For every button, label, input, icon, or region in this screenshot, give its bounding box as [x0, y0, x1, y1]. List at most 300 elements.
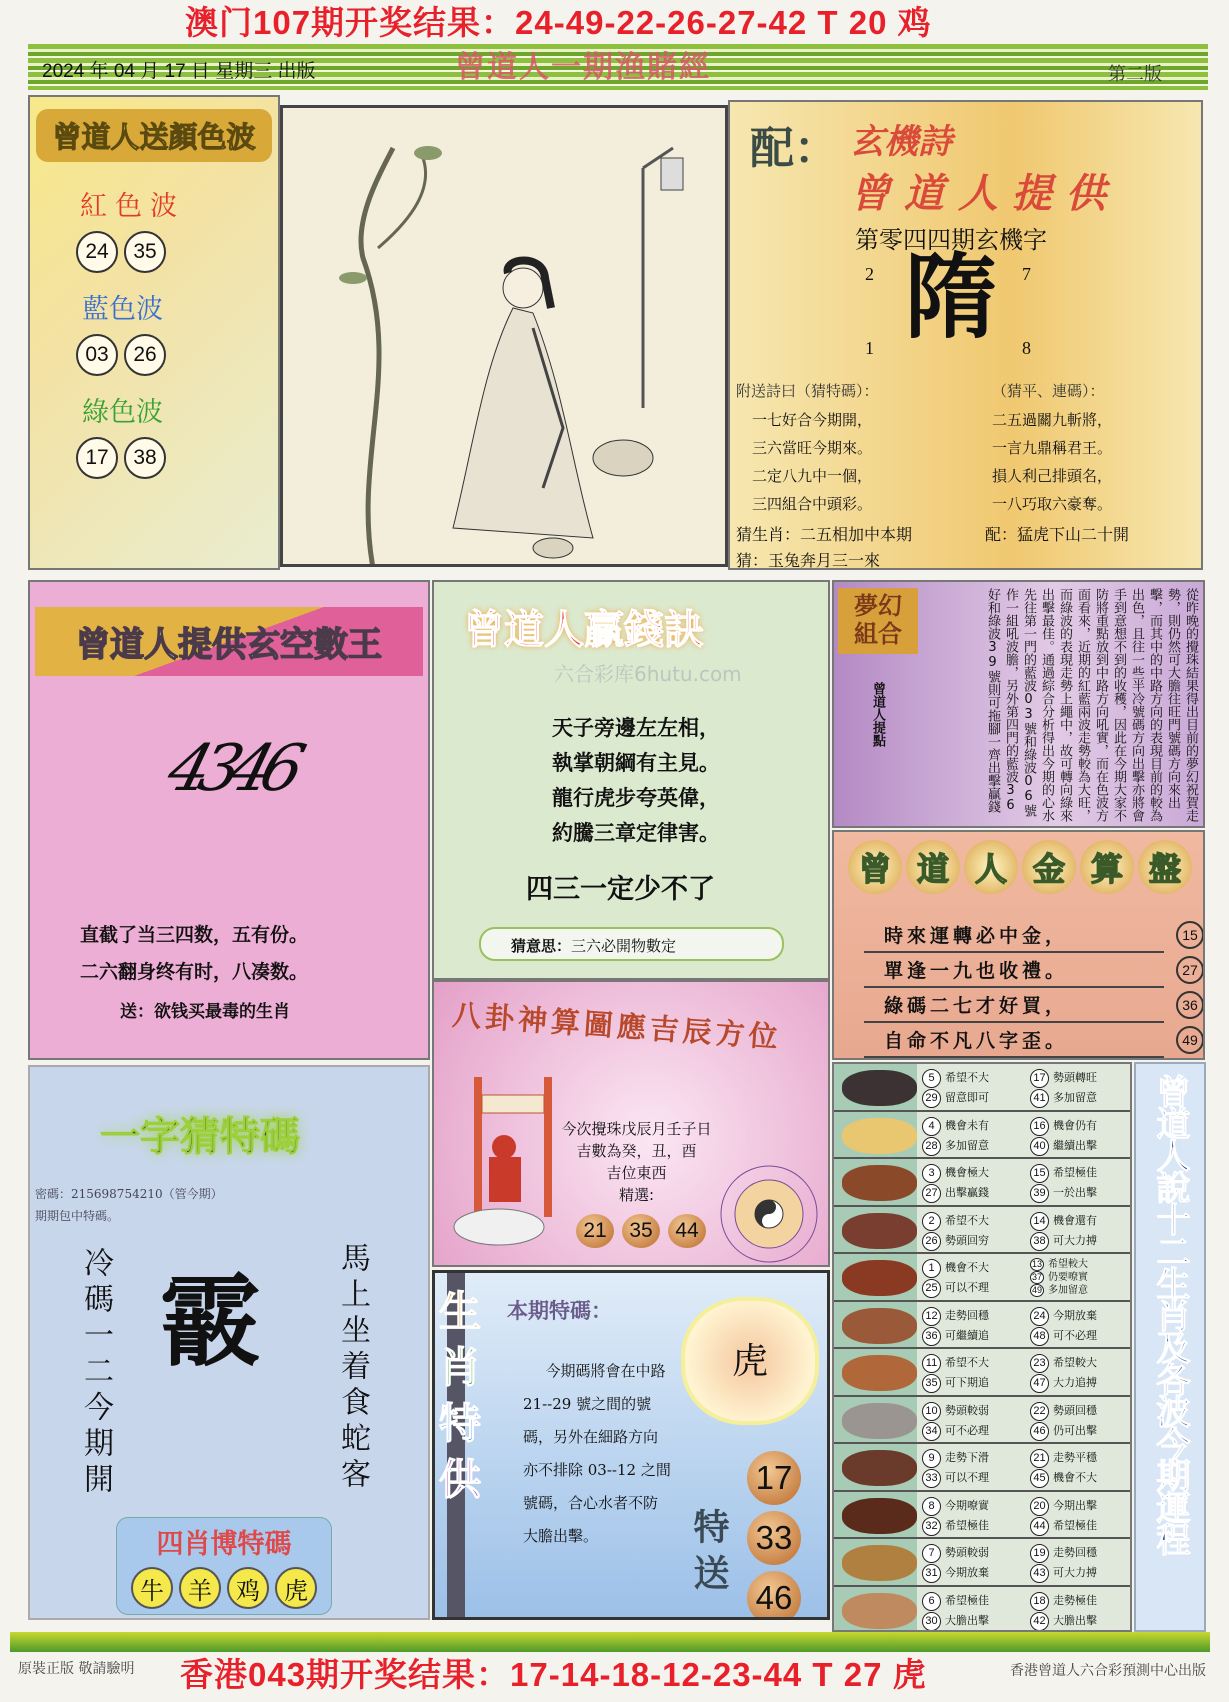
zodiac-line — [922, 1373, 989, 1393]
zodiac-number: 9 — [922, 1449, 941, 1468]
zodiac-right-cell — [1030, 1211, 1097, 1251]
guess-zodiac: 猜生肖：二五相加中本期 — [736, 525, 913, 544]
four-zodiac-ball: 鸡 — [227, 1567, 269, 1609]
zodiac-note: 大力追搏 — [1053, 1376, 1097, 1389]
zodiac-line — [922, 1496, 989, 1516]
one-char-title: 一字猜特碼 — [100, 1114, 300, 1160]
zodiac-line — [1030, 1448, 1097, 1468]
zodiac-number: 31 — [922, 1564, 941, 1583]
zodiac-note: 機會未有 — [945, 1118, 989, 1132]
zodiac-note: 希望極佳 — [1053, 1518, 1097, 1532]
zodiac-number: 39 — [1030, 1184, 1049, 1203]
zodiac-right-cell — [1030, 1496, 1097, 1536]
abacus-number: 36 — [1176, 991, 1204, 1019]
zodiac-line — [1030, 1116, 1097, 1136]
zodiac-line — [1030, 1543, 1097, 1563]
xuankong-title: 曾道人提供玄空數王 — [35, 607, 423, 676]
zodiac-number: 29 — [922, 1089, 941, 1108]
zodiac-number: 46 — [1030, 1422, 1049, 1441]
zodiac-note: 走勢下滑 — [945, 1451, 989, 1464]
zodiac-number: 18 — [1030, 1592, 1049, 1611]
genuine-note: 原裝正版 敬請驗明 — [18, 1661, 135, 1677]
bagua-pick: 21 — [576, 1214, 614, 1248]
zodiac-line — [1030, 1068, 1097, 1088]
zodiac-note: 走勢回穩 — [1053, 1546, 1097, 1559]
zodiac-line — [1030, 1306, 1097, 1326]
zodiac-number: 42 — [1030, 1612, 1049, 1631]
corner-tr: 7 — [1022, 264, 1031, 284]
zodiac-note: 希望較大 — [1053, 1356, 1097, 1369]
dog-image — [842, 1545, 917, 1581]
zodiac-note: 可不必理 — [945, 1423, 989, 1437]
zodiac-special-panel — [432, 1270, 830, 1620]
hk-result: 香港043期开奖结果：17-14-18-12-23-44 T 27 虎 — [180, 1656, 927, 1693]
zodiac-note: 走勢回穩 — [945, 1308, 989, 1322]
zodiac-line — [1030, 1496, 1097, 1516]
zodiac-note: 勢頭回穷 — [945, 1233, 989, 1247]
zodiac-line — [1030, 1611, 1097, 1631]
zodiac-number: 3 — [922, 1164, 941, 1183]
bagua-line: 吉數為癸，丑，酉 — [576, 1142, 697, 1160]
zodiac-number: 16 — [1030, 1117, 1049, 1136]
zodiac-right-cell — [1030, 1448, 1097, 1488]
zodiac-line — [922, 1163, 989, 1183]
zodiac-note: 機會還有 — [1053, 1213, 1097, 1227]
zodiac-number: 5 — [922, 1069, 941, 1088]
zodiac-line — [922, 1211, 989, 1231]
zodiac-number: 28 — [922, 1137, 941, 1156]
win-money-line: 天子旁邊左左相， — [552, 715, 720, 740]
goat-image — [842, 1403, 917, 1439]
zodiac-note: 出擊贏錢 — [945, 1186, 989, 1199]
secret-code: 密碼：215698754210（管今期） — [35, 1187, 223, 1201]
zodiac-line — [1030, 1211, 1097, 1231]
zodiac-right-cell — [1030, 1068, 1097, 1108]
zodiac-row — [834, 1302, 1132, 1350]
abacus-verse: 自命不凡八字歪。 — [884, 1030, 1069, 1052]
abacus-title-char: 算 — [1080, 840, 1134, 894]
zodiac-line — [922, 1563, 989, 1583]
snake-image — [842, 1308, 917, 1344]
side-title-char: 生 — [439, 1287, 482, 1336]
zodiac-number: 32 — [922, 1517, 941, 1536]
zodiac-right-cell — [1030, 1116, 1097, 1156]
zodiac-row — [834, 1159, 1132, 1207]
zodiac-note: 可以不理 — [945, 1471, 989, 1484]
win-money-highlight: 四三一定少不了 — [526, 874, 715, 905]
xuanji-char: 隋 — [905, 244, 998, 351]
zodiac-line — [922, 1088, 989, 1108]
lady-illustration — [283, 108, 728, 567]
zodiac-row — [834, 1492, 1132, 1540]
abacus-number: 15 — [1176, 921, 1204, 949]
zodiac-line — [922, 1278, 989, 1298]
zodiac-row — [834, 1064, 1132, 1112]
zodiac-note: 大膽出擊 — [1053, 1613, 1097, 1627]
right-poem-head: （猜平、連碼）： — [992, 382, 1105, 400]
zodiac-number: 30 — [922, 1612, 941, 1631]
special-number: 17 — [747, 1451, 801, 1505]
dragon-image — [842, 1260, 917, 1296]
zodiac-note: 希望極佳 — [1053, 1166, 1097, 1179]
watermark: 六合彩库6hutu.com — [554, 662, 742, 686]
zodiac-number: 48 — [1030, 1327, 1049, 1346]
zodiac-number: 34 — [922, 1422, 941, 1441]
zodiac-number: 8 — [922, 1497, 941, 1516]
zodiac-note: 多加留意 — [1053, 1091, 1097, 1104]
four-zodiac-title: 四肖博特碼 — [156, 1529, 292, 1560]
zodiac-right-cell — [1030, 1543, 1097, 1583]
zodiac-row — [834, 1349, 1132, 1397]
send-label: 特送 — [688, 1508, 729, 1600]
four-zodiac-ball: 虎 — [275, 1567, 317, 1609]
hint-box — [479, 927, 784, 961]
zodiac-note: 機會極大 — [945, 1166, 989, 1179]
zodiac-line — [1030, 1258, 1088, 1271]
zodiac-line — [1030, 1591, 1097, 1611]
publisher: 香港曾道人六合彩預測中心出版 — [1010, 1663, 1206, 1679]
zodiac-side-title: 曾道人說十二生肖及各波今期運程 — [1150, 1074, 1190, 1554]
color-wave-panel — [28, 95, 280, 570]
abacus-number: 49 — [1176, 1026, 1204, 1054]
bagua-panel — [432, 980, 830, 1267]
zodiac-note: 可不必理 — [1053, 1328, 1097, 1342]
rat-image — [842, 1070, 917, 1106]
rooster-image — [842, 1498, 917, 1534]
zodiac-note: 走勢極佳 — [1053, 1593, 1097, 1607]
zodiac-note: 仍要嘹實 — [1048, 1272, 1088, 1283]
zodiac-note: 繼續出擊 — [1053, 1138, 1097, 1152]
zodiac-line — [922, 1258, 989, 1278]
special-number: 46 — [747, 1571, 801, 1620]
zodiac-line — [1030, 1468, 1097, 1488]
xuanji-title: 玄機詩 — [850, 122, 952, 162]
hint-text: 三六必開物數定 — [571, 937, 677, 955]
flower-badge — [685, 1301, 815, 1421]
zodiac-line — [1030, 1284, 1088, 1297]
zodiac-number: 13 — [1031, 1259, 1042, 1269]
zodiac-line — [1030, 1136, 1097, 1156]
footer-band — [10, 1632, 1210, 1652]
zodiac-number: 2 — [922, 1212, 941, 1231]
zodiac-line — [922, 1448, 989, 1468]
number-ball: 38 — [124, 437, 166, 479]
zodiac-number: 11 — [922, 1354, 941, 1373]
zodiac-number: 26 — [922, 1232, 941, 1251]
tiger-image — [842, 1165, 917, 1201]
zodiac-side-title-box — [1134, 1062, 1206, 1632]
zodiac-note: 希望不大 — [945, 1213, 989, 1227]
zodiac-number: 40 — [1030, 1137, 1049, 1156]
zodiac-number: 17 — [1030, 1069, 1049, 1088]
zodiac-left-cell — [922, 1496, 989, 1536]
zodiac-number: 19 — [1030, 1544, 1049, 1563]
zodiac-note: 今期放棄 — [1053, 1308, 1097, 1322]
abacus-title-char: 人 — [964, 840, 1018, 894]
zodiac-line — [922, 1421, 989, 1441]
zodiac-number: 10 — [922, 1402, 941, 1421]
side-title-char: 肖 — [439, 1343, 482, 1392]
poem-line: 三六當旺今期來。 — [752, 439, 873, 457]
rabbit-image — [842, 1213, 917, 1249]
zodiac-note: 走勢平穩 — [1053, 1451, 1097, 1464]
corner-br: 8 — [1022, 338, 1031, 358]
zodiac-number: 4 — [922, 1117, 941, 1136]
zodiac-note: 多加留意 — [1048, 1285, 1088, 1296]
xuanji-poem-panel — [728, 100, 1203, 570]
zodiac-note: 今期嘹實 — [945, 1498, 989, 1512]
abacus-row — [864, 918, 1198, 953]
pig-image — [842, 1593, 917, 1629]
poem-line: 損人利己排頭名， — [992, 467, 1113, 485]
wave-numbers — [76, 334, 278, 376]
zodiac-number: 43 — [1030, 1564, 1049, 1583]
zodiac-left-cell — [922, 1543, 989, 1583]
zodiac-number: 22 — [1030, 1402, 1049, 1421]
abacus-number: 27 — [1176, 956, 1204, 984]
zodiac-number: 47 — [1030, 1374, 1049, 1393]
abacus-row — [864, 1023, 1198, 1058]
handwritten-number: 4346 — [160, 732, 303, 806]
zodiac-right-cell — [1030, 1163, 1097, 1203]
four-zodiac-ball: 牛 — [131, 1567, 173, 1609]
zodiac-number: 21 — [1030, 1449, 1049, 1468]
zodiac-left-cell — [922, 1258, 989, 1298]
issue-label: 第零四四期玄機字 — [855, 226, 1047, 254]
zodiac-left-cell — [922, 1401, 989, 1441]
xuankong-panel — [28, 580, 430, 1060]
right-vertical-text: 馬上坐着食蛇客 — [335, 1242, 370, 1494]
horse-image — [842, 1355, 917, 1391]
zodiac-right-cell — [1030, 1353, 1097, 1393]
zodiac-line — [1030, 1271, 1088, 1284]
zodiac-note: 機會不大 — [945, 1261, 989, 1274]
abacus-verse: 單逢一九也收禮。 — [884, 960, 1069, 982]
zodiac-left-cell — [922, 1448, 989, 1488]
provider-title: 曾 道 人 提 供 — [850, 171, 1106, 217]
left-vertical-text: 冷碼一二今期開 — [78, 1247, 113, 1499]
zodiac-note: 勢頭轉旺 — [1053, 1071, 1097, 1084]
zodiac-line — [1030, 1326, 1097, 1346]
zodiac-left-cell — [922, 1353, 989, 1393]
special-number: 33 — [747, 1511, 801, 1565]
zodiac-line — [922, 1468, 989, 1488]
abacus-title-char: 道 — [906, 840, 960, 894]
poem-line: 二五過關九斬將， — [992, 411, 1113, 429]
zodiac-line — [1030, 1353, 1097, 1373]
abacus-panel — [832, 830, 1205, 1060]
zodiac-left-cell — [922, 1211, 989, 1251]
zodiac-number: 1 — [922, 1259, 941, 1278]
zodiac-note: 勢頭較弱 — [945, 1403, 989, 1417]
zodiac-right-cell — [1030, 1591, 1097, 1631]
zodiac-right-cell — [1030, 1258, 1088, 1297]
zodiac-left-cell — [922, 1116, 989, 1156]
wave-numbers — [76, 437, 278, 479]
zodiac-note: 可以不理 — [945, 1281, 989, 1294]
abacus-title-char: 金 — [1022, 840, 1076, 894]
abacus-row — [864, 953, 1198, 988]
zodiac-number: 33 — [922, 1469, 941, 1488]
zodiac-left-cell — [922, 1068, 989, 1108]
zodiac-row — [834, 1254, 1132, 1302]
zodiac-number: 49 — [1031, 1285, 1042, 1295]
poem-line: 一言九鼎稱君王。 — [992, 439, 1113, 457]
zodiac-number: 38 — [1030, 1232, 1049, 1251]
zodiac-line — [1030, 1421, 1097, 1441]
zodiac-row — [834, 1444, 1132, 1492]
win-money-line: 執掌朝綱有主見。 — [552, 750, 720, 775]
secret-code-note: 期期包中特碼。 — [35, 1209, 120, 1223]
issue-date: 2024 年 04 月 17 日 星期三 出版 — [42, 61, 316, 82]
win-money-title: 曾道人贏錢訣 — [464, 607, 704, 653]
zodiac-line — [922, 1516, 989, 1536]
zodiac-line — [922, 1136, 989, 1156]
zodiac-row — [834, 1397, 1132, 1445]
four-zodiac-box — [116, 1517, 332, 1615]
zodiac-left-cell — [922, 1306, 989, 1346]
zodiac-line — [922, 1231, 989, 1251]
zodiac-line — [1030, 1401, 1097, 1421]
flower-zodiac: 虎 — [731, 1341, 768, 1382]
zodiac-row — [834, 1112, 1132, 1160]
zodiac-number: 7 — [922, 1544, 941, 1563]
zodiac-note: 仍可出擊 — [1053, 1423, 1097, 1437]
number-ball: 26 — [124, 334, 166, 376]
zodiac-number: 36 — [922, 1327, 941, 1346]
zodiac-number: 41 — [1030, 1089, 1049, 1108]
number-ball: 35 — [124, 231, 166, 273]
abacus-row — [864, 988, 1198, 1023]
zodiac-line — [1030, 1373, 1097, 1393]
zodiac-line — [1030, 1231, 1097, 1251]
zodiac-number: 6 — [922, 1592, 941, 1611]
side-title-char: 特 — [439, 1399, 482, 1448]
zodiac-note: 可繼續追 — [945, 1328, 989, 1342]
side-title-char: 供 — [439, 1455, 482, 1504]
dream-text: 從昨晚的攪珠結果得出目前的夢幻祝賀走勢，則仍然可大膽往旺門號碼方向來出擊，而其中的中路方向的表現目前的較為出色，且往一些半冷號碼方向出擊亦將會手到意想不到的收穫，因此在今期大家不防將重點放到中路方向吼實，而在色波方面看來，近期的紅藍兩波走勢較為大旺，而綠波的表現走勢上繩中，故可轉向綠來出擊最佳。通過綜合分析得出今期的心水先往第一門的藍波03號和綠波06號作一組吼波膽，另外第四門的藍波36好和綠波39號則可拖腳一齊出擊贏錢 — [985, 588, 1198, 822]
poem-line: 二定八九中一個， — [752, 467, 873, 485]
zodiac-left-cell — [922, 1591, 989, 1631]
bagua-line: 吉位東西 — [606, 1164, 667, 1182]
zodiac-line — [922, 1591, 989, 1611]
wave-label: 綠色波 — [82, 397, 163, 428]
corner-bl: 1 — [865, 338, 874, 358]
zodiac-note: 今期放棄 — [945, 1566, 989, 1579]
zodiac-number: 27 — [922, 1184, 941, 1203]
left-poem-head: 附送詩曰（猜特碼）： — [736, 382, 879, 400]
zodiac-number: 35 — [922, 1374, 941, 1393]
ox-image — [842, 1118, 917, 1154]
zodiac-line — [922, 1116, 989, 1136]
zodiac-number: 15 — [1030, 1164, 1049, 1183]
xuankong-gift: 送：欲钱买最毒的生肖 — [120, 1002, 290, 1022]
zodiac-number: 44 — [1030, 1517, 1049, 1536]
zodiac-line — [922, 1306, 989, 1326]
zodiac-note: 勢頭較弱 — [945, 1546, 989, 1559]
zodiac-line — [922, 1611, 989, 1631]
win-money-panel — [432, 580, 830, 980]
number-ball: 17 — [76, 437, 118, 479]
dream-combo-panel — [832, 580, 1205, 828]
win-money-line: 龍行虎步夸英偉， — [552, 785, 720, 810]
zodiac-note: 希望極佳 — [945, 1593, 989, 1607]
wave-numbers — [76, 231, 278, 273]
corner-tl: 2 — [865, 264, 874, 284]
one-char: 霰 — [160, 1263, 260, 1380]
monkey-image — [842, 1450, 917, 1486]
bagua-compass — [714, 1162, 824, 1267]
poem-line: 三四組合中頭彩。 — [752, 495, 873, 513]
zodiac-note: 多加留意 — [945, 1138, 989, 1152]
bagua-line: 今次攪珠戊辰月壬子日 — [561, 1120, 712, 1138]
abacus-title-char: 盤 — [1138, 840, 1192, 894]
zodiac-number: 25 — [922, 1279, 941, 1298]
zodiac-row — [834, 1587, 1132, 1633]
zodiac-note: 機會仍有 — [1053, 1118, 1097, 1132]
abacus-verse: 時來運轉必中金， — [884, 925, 1069, 947]
zodiac-note: 一於出擊 — [1053, 1186, 1097, 1199]
macau-result: 澳门107期开奖结果：24-49-22-26-27-42 T 20 鸡 — [185, 4, 932, 41]
guess-line: 猜：玉兔奔月三一來 — [736, 551, 881, 570]
wave-label: 藍色波 — [82, 294, 163, 325]
zodiac-line — [1030, 1563, 1097, 1583]
zodiac-line — [1030, 1088, 1097, 1108]
special-head: 本期特碼： — [507, 1299, 612, 1323]
zodiac-note: 可下期追 — [945, 1376, 989, 1389]
wave-label: 紅色波 — [80, 191, 185, 222]
zodiac-number: 14 — [1030, 1212, 1049, 1231]
zodiac-number: 45 — [1030, 1469, 1049, 1488]
hint-label: 猜意思： — [511, 937, 572, 955]
zodiac-note: 希望極佳 — [945, 1518, 989, 1532]
zodiac-line — [1030, 1183, 1097, 1203]
zodiac-number: 24 — [1030, 1307, 1049, 1326]
abacus-verse: 綠碼二七才好買， — [884, 995, 1069, 1017]
abacus-title-char: 曾 — [848, 840, 902, 894]
zodiac-number: 23 — [1030, 1354, 1049, 1373]
zodiac-note: 希望不大 — [945, 1071, 989, 1084]
zodiac-line — [922, 1326, 989, 1346]
zodiac-number: 20 — [1030, 1497, 1049, 1516]
zodiac-line — [922, 1543, 989, 1563]
four-zodiac-ball: 羊 — [179, 1567, 221, 1609]
zodiac-note: 希望不大 — [945, 1356, 989, 1369]
number-ball: 24 — [76, 231, 118, 273]
bagua-line: 精選: — [618, 1186, 655, 1204]
zodiac-note: 留意即可 — [945, 1091, 989, 1104]
poem-line: 一七好合今期開， — [752, 411, 873, 429]
bagua-pick: 44 — [668, 1214, 706, 1248]
dream-signature: 曾道人提點 — [870, 682, 885, 747]
xuankong-line-2: 二六翻身终有时，八凑数。 — [80, 961, 309, 983]
zodiac-note: 可大力搏 — [1053, 1233, 1097, 1247]
zodiac-number: 37 — [1031, 1272, 1042, 1282]
zodiac-line — [922, 1353, 989, 1373]
zodiac-left-cell — [922, 1163, 989, 1203]
edition: 第二版 — [1108, 64, 1162, 85]
bagua-title: 八卦神算圖應吉辰方位 — [451, 997, 783, 1055]
pei-line: 配：猛虎下山二十開 — [985, 525, 1130, 544]
zodiac-note: 希望較大 — [1048, 1259, 1088, 1270]
win-money-line: 約騰三章定律害。 — [552, 820, 720, 845]
zodiac-line — [1030, 1163, 1097, 1183]
zodiac-line — [922, 1068, 989, 1088]
bagua-pick: 35 — [622, 1214, 660, 1248]
zodiac-note: 大膽出擊 — [945, 1613, 989, 1627]
zodiac-line — [922, 1183, 989, 1203]
zodiac-note: 今期出擊 — [1053, 1498, 1097, 1512]
